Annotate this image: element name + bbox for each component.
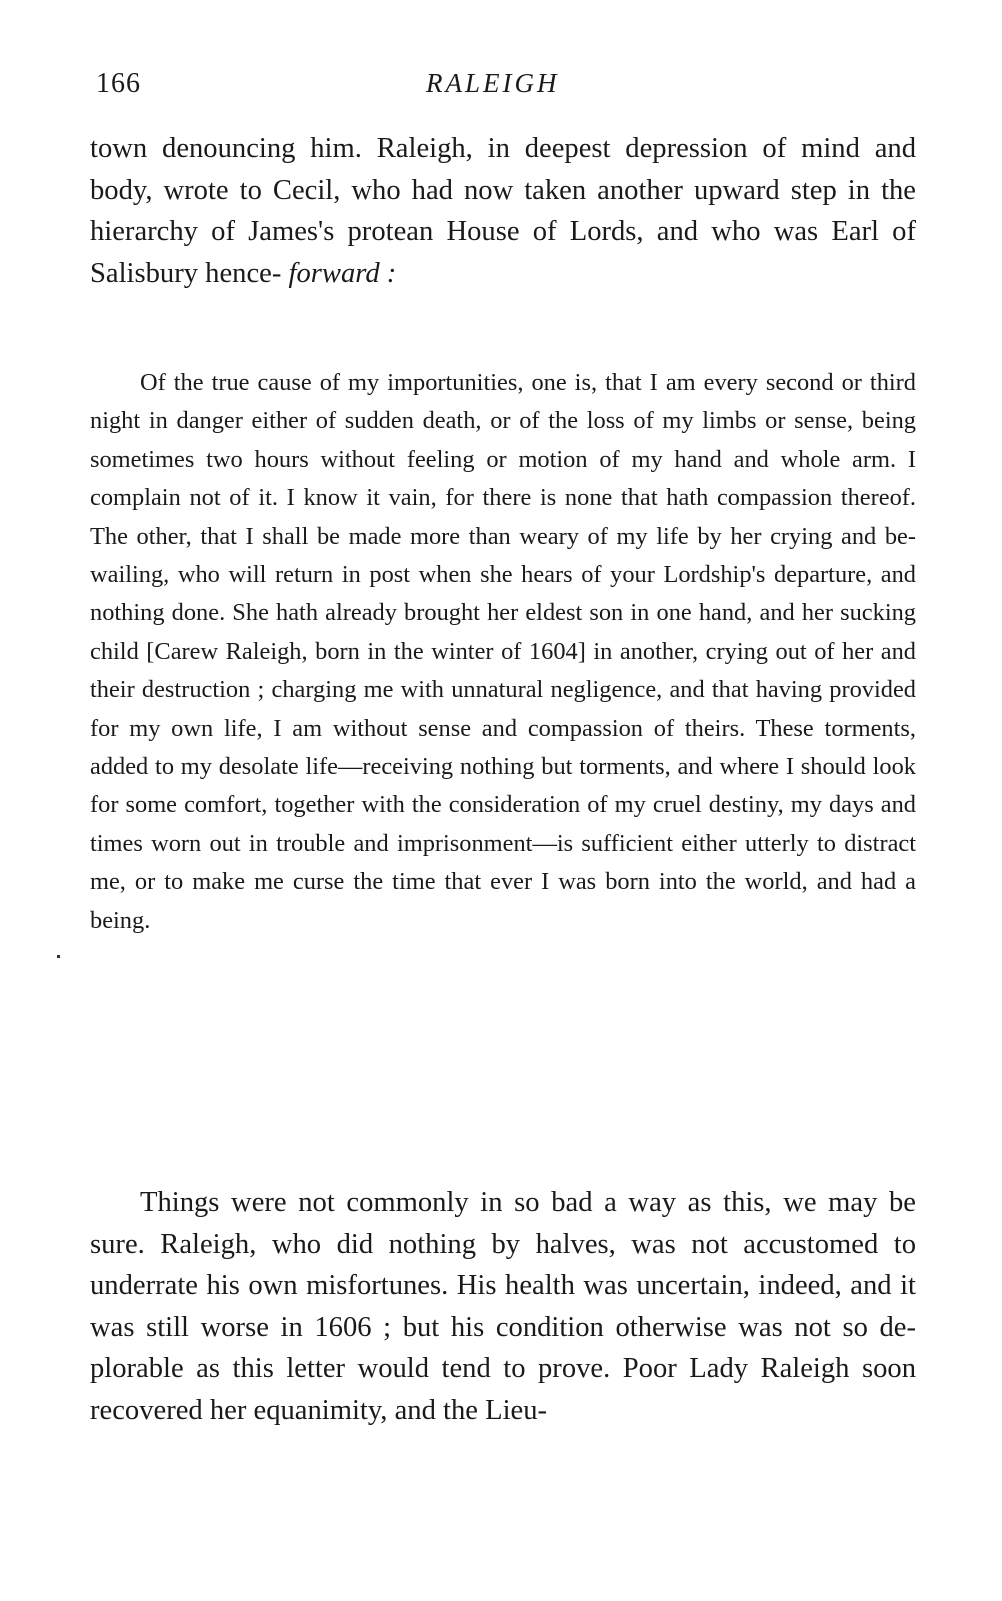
body-paragraph-1 — [90, 128, 916, 294]
paragraph-1-text: town denouncing him. Raleigh, in deepest depression of mind and body, wrote to Cecil, who had now taken another upward step in the hierarchy of James's protean House of Lords, and who was Earl of Salisbury hence- — [90, 133, 916, 289]
quoted-letter-text: Of the true cause of my importunities, one is, that I am every second or third night in danger either of sudden death, or of the loss of my limbs or sense, being sometimes two hours without feeling or motion of my hand and whole arm. I complain not of it. I know it vain, for there is none that hath compassion thereof. The other, that I shall be made more than weary of my life by her crying and be-wailing, who will return in post when she hears of your Lordship's departure, and nothing done. She hath already brought her eldest son in one hand, and her sucking child [Carew Raleigh, born in the winter of 1604] in another, crying out of her and their destruction ; charging me with unnatural negligence, and that having provided for my own life, I am without sense and compassion of theirs. These torments, added to my desolate life—receiving nothing but torments, and where I should look for some comfort, together with the consideration of my cruel destiny, my days and times worn out in trouble and imprisonment—is sufficient either utterly to distract me, or to make me curse the time that ever I was born into the world, and had a being. — [90, 369, 916, 934]
page-header — [96, 68, 916, 108]
page-number: 166 — [96, 68, 141, 99]
paragraph-1-italic-tail: forward : — [288, 257, 397, 289]
quoted-letter — [90, 364, 916, 940]
margin-mark — [57, 955, 60, 958]
running-title: RALEIGH — [426, 68, 560, 98]
body-paragraph-2 — [90, 1182, 916, 1431]
paragraph-2-text: Things were not commonly in so bad a way as this, we may be sure. Raleigh, who did nothing by halves, was not accustomed to underrate his own misfortunes. His health was uncertain, indeed, and it was still worse in 1606 ; but his condition otherwise was not so de-plorable as this letter would tend to prove. Poor Lady Raleigh soon recovered her equanimity, and the Lieu- — [90, 1187, 916, 1426]
